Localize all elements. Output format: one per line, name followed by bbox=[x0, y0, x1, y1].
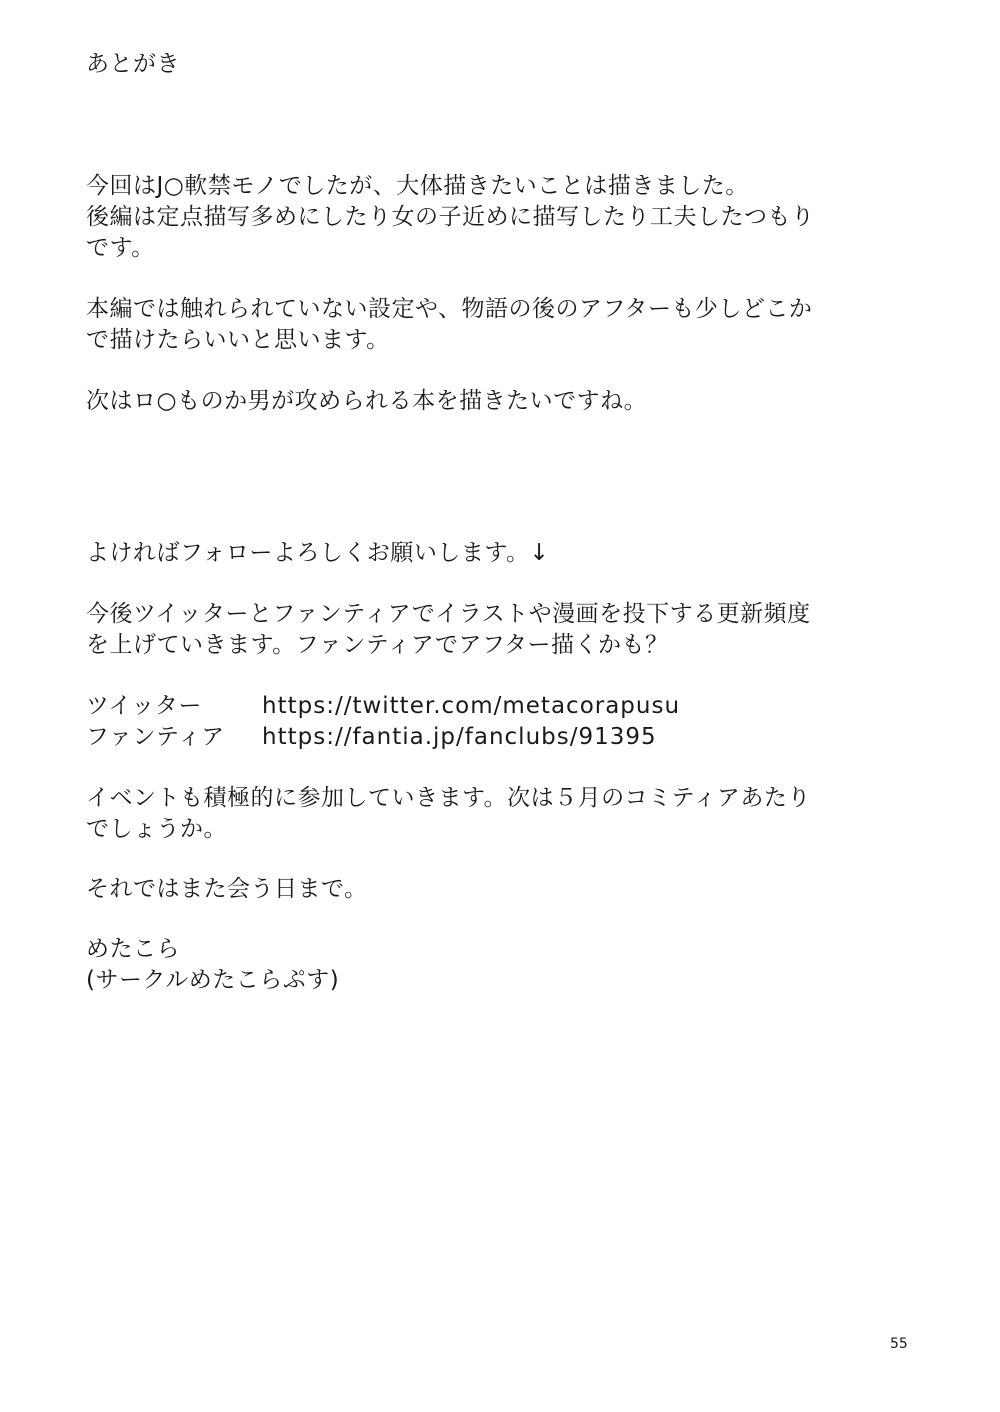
follow-request: よければフォローよろしくお願いします。↓ bbox=[86, 540, 550, 566]
signature-circle: (サークルめたこらぷす) bbox=[86, 967, 340, 993]
paragraph-2-line-2: で描けたらいいと思います。 bbox=[86, 327, 390, 353]
paragraph-4-line-1: 今後ツイッターとファンティアでイラストや漫画を投下する更新頻度 bbox=[86, 601, 811, 627]
closing-line: それではまた会う日まで。 bbox=[86, 876, 368, 902]
page-heading: あとがき bbox=[86, 51, 180, 77]
paragraph-1-line-3: です。 bbox=[86, 235, 155, 261]
fantia-url: https://fantia.jp/fanclubs/91395 bbox=[262, 724, 657, 750]
signature-name: めたこら bbox=[86, 936, 180, 962]
paragraph-1-line-1: 今回はJ○軟禁モノでしたが、大体描きたいことは描きました。 bbox=[86, 173, 749, 199]
paragraph-5-line-1: イベントも積極的に参加していきます。次は５月のコミティアあたり bbox=[86, 785, 811, 811]
paragraph-5-line-2: でしょうか。 bbox=[86, 816, 227, 842]
paragraph-4-line-2: を上げていきます。ファンティアでアフター描くかも？ bbox=[86, 632, 669, 658]
paragraph-1-line-2: 後編は定点描写多めにしたり女の子近めに描写したり工夫したつもり bbox=[86, 204, 815, 230]
paragraph-3-line-1: 次はロ○ものか男が攻められる本を描きたいですね。 bbox=[86, 388, 648, 414]
page-number: 55 bbox=[890, 1336, 908, 1352]
paragraph-2-line-1: 本編では触れられていない設定や、物語の後のアフターも少しどこか bbox=[86, 296, 813, 322]
twitter-url: https://twitter.com/metacorapusu bbox=[262, 693, 681, 719]
fantia-label: ファンティア bbox=[86, 724, 225, 750]
twitter-label: ツイッター bbox=[86, 693, 202, 719]
